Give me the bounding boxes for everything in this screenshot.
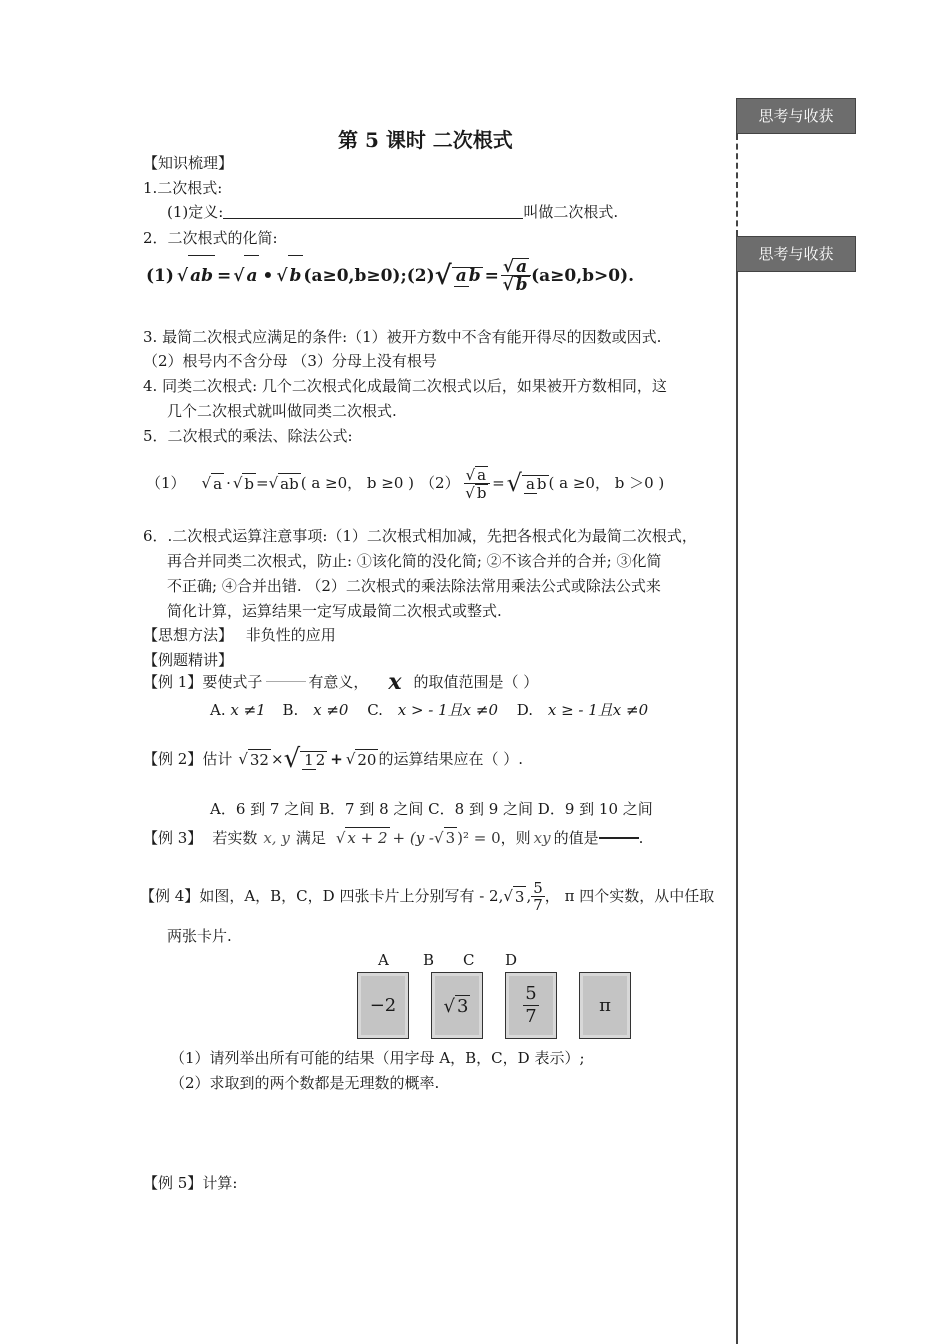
simplify-condition-1: (a≥0,b≥0);(2) bbox=[303, 265, 435, 286]
definition-suffix: 叫做二次根式. bbox=[523, 203, 619, 221]
example-2-suffix: 的运算结果应在（ ）. bbox=[378, 750, 524, 768]
example-3-then: ，则 bbox=[500, 828, 531, 847]
sqrt-20: 20 bbox=[357, 750, 377, 769]
example-5-label: 【例 5】 bbox=[143, 1174, 203, 1192]
definition-label: (1)定义: bbox=[167, 203, 224, 221]
method-header: 【思想方法】 bbox=[143, 626, 234, 644]
sqrt-symbol: √ bbox=[434, 260, 452, 291]
variables-xy: x, y bbox=[263, 828, 290, 847]
knowledge-item-4-line-2: 几个二次根式就叫做同类二次根式. bbox=[167, 402, 397, 420]
example-1-options: A. x ≠1 B. x ≠0 C. x > - 1且x ≠0 D. x ≥ - 1且x ≠0 bbox=[210, 701, 649, 719]
sqrt-symbol: √ bbox=[276, 265, 288, 286]
knowledge-header: 【知识梳理】 bbox=[143, 154, 234, 172]
card-d-value: π bbox=[599, 995, 611, 1016]
knowledge-item-6-line-1: 6．.二次根式运算注意事项:（1）二次根式相加减，先把各根式化为最简二次根式， bbox=[143, 527, 697, 545]
example-4-line: 【例 4】 如图，A，B，C，D 四张卡片上分别写有 - 2, √ 3 , $\frac{5}{7}$ ， π 四个实数，从中任取 bbox=[140, 878, 715, 914]
sidebar-divider-1 bbox=[736, 134, 738, 236]
example-5-text: 计算: bbox=[202, 1174, 238, 1192]
example-1-suffix: 的取值范围是（ ） bbox=[413, 673, 539, 691]
div-sqrt-fraction: a b bbox=[522, 475, 549, 492]
definition-blank bbox=[223, 218, 523, 219]
sqrt-3-value: 3 bbox=[514, 887, 525, 906]
root-fraction: $\frac{√ a}{√ b}$ bbox=[501, 258, 531, 293]
sqrt-x-plus-2: x + 2 bbox=[347, 829, 388, 847]
example-2-label: 【例 2】 bbox=[143, 750, 203, 768]
plus-operator: + bbox=[330, 750, 343, 768]
example-1-label: 【例 1】 bbox=[143, 673, 203, 691]
expr-squared-zero: )² = 0 bbox=[457, 828, 501, 847]
sqrt-ab: ab bbox=[188, 255, 215, 296]
sidebar-note-box-1: 思考与收获 bbox=[736, 98, 856, 134]
faded-expression bbox=[262, 675, 308, 689]
sqrt-symbol: √ bbox=[233, 265, 245, 286]
div-root-fraction: $\frac{√ a}{√ b}$ bbox=[464, 466, 491, 501]
example-4-question-2: （2）求取到的两个数都是无理数的概率. bbox=[170, 1074, 440, 1092]
option-a: x ≠1 bbox=[230, 701, 266, 719]
sqrt-fraction: a b bbox=[452, 267, 483, 284]
examples-header: 【例题精讲】 bbox=[143, 651, 234, 669]
mul-label: （1） bbox=[146, 474, 186, 492]
product-xy: xy bbox=[533, 828, 551, 847]
sqrt-a: a bbox=[244, 255, 259, 296]
example-2-options: A．6 到 7 之间 B．7 到 8 之间 C．8 到 9 之间 D．9 到 10 之间 bbox=[210, 800, 653, 818]
example-1-prefix: 要使式子 bbox=[202, 673, 263, 691]
example-4-question-1: （1）请列举出所有可能的结果（用字母 A，B，C，D 表示）; bbox=[170, 1049, 585, 1067]
knowledge-item-2: 2．二次根式的化简: bbox=[143, 229, 278, 247]
mul-sqrt-b: b bbox=[244, 474, 255, 493]
option-c: x > - 1且x ≠0 bbox=[397, 701, 499, 719]
definition-line bbox=[167, 202, 618, 222]
example-3-line: 【例 3】 若实数 x, y 满足 √ x + 2 + (y - √ 3 )² = 0 ，则 xy 的值是 . bbox=[143, 828, 644, 847]
example-1-middle: 有意义， bbox=[308, 673, 369, 691]
mul-dot: · bbox=[226, 474, 231, 492]
sidebar-divider-2 bbox=[736, 272, 738, 1344]
example-4-suffix: ， π 四个实数，从中任取 bbox=[544, 887, 715, 905]
example-2-prefix: 估计 bbox=[202, 750, 233, 768]
card-b-value: 3 bbox=[457, 995, 469, 1017]
expr-y-minus: + (y - bbox=[392, 828, 434, 847]
example-1-line bbox=[143, 669, 539, 695]
example-4-line-2: 两张卡片. bbox=[167, 927, 232, 945]
sqrt-32: 32 bbox=[249, 750, 269, 769]
div-condition: ( a ≥0， b ＞0 ) bbox=[548, 474, 665, 492]
method-line bbox=[143, 625, 336, 645]
card-a-value: −2 bbox=[369, 995, 397, 1016]
example-4-label: 【例 4】 bbox=[140, 887, 200, 905]
example-2-line: 【例 2】 估计 √ 32 × √ 1 2 + √ 20 的运算结果应在（ ）. bbox=[143, 744, 524, 774]
option-b: x ≠0 bbox=[313, 701, 349, 719]
card-b: √ 3 bbox=[431, 972, 483, 1039]
card-letter-a: A bbox=[378, 951, 389, 969]
mul-condition: ( a ≥0， b ≥0 ) bbox=[300, 474, 415, 492]
fraction-5-7: $\frac{5}{7}$ bbox=[533, 878, 543, 914]
example-4-prefix: 如图，A，B，C，D 四张卡片上分别写有 - 2, bbox=[199, 887, 504, 905]
knowledge-item-5: 5．二次根式的乘法、除法公式: bbox=[143, 427, 353, 445]
mul-sqrt-a: a bbox=[213, 474, 223, 493]
mul-sqrt-ab: ab bbox=[280, 474, 299, 493]
card-c bbox=[505, 972, 557, 1039]
example-3-middle: 满足 bbox=[295, 828, 326, 847]
times-operator: × bbox=[270, 750, 284, 768]
card-letter-c: C bbox=[463, 951, 475, 969]
card-letter-b: B bbox=[423, 951, 435, 969]
knowledge-item-6-line-2: 再合并同类二次根式，防止: ①该化简的没化简; ②不该合并的合并; ③化简 bbox=[167, 552, 662, 570]
sqrt-one-half: 1 2 bbox=[300, 751, 327, 768]
simplify-formula: (1) √ ab = √ a • √ b (a≥0,b≥0);(2) √ a b = $\frac{√ a}{√ b}$ (a≥0,b>0). bbox=[146, 257, 635, 295]
variable-x: x bbox=[388, 669, 402, 695]
example-3-suffix: 的值是 bbox=[553, 828, 599, 847]
knowledge-item-3-line-1: 3. 最简二次根式应满足的条件:（1）被开方数中不含有能开得尽的因数或因式. bbox=[143, 328, 662, 346]
sidebar-note-box-2: 思考与收获 bbox=[736, 236, 856, 272]
knowledge-item-1: 1.二次根式: bbox=[143, 179, 223, 197]
card-a bbox=[357, 972, 409, 1039]
answer-blank bbox=[599, 837, 639, 839]
card-c-fraction: $\frac{5}{7}$ bbox=[525, 983, 537, 1027]
dot-operator: • bbox=[262, 265, 274, 286]
page-title: 第 5 课时 二次根式 bbox=[338, 128, 513, 152]
div-label: （2） bbox=[420, 474, 460, 492]
sqrt-3: 3 bbox=[445, 829, 456, 847]
mul-div-formulas: （1） √ a · √ b = √ ab ( a ≥0， b ≥0 ) （2） $\frac{√ a}{√ b}$ = √ a b ( a ≥0， b ＞0 ) bbox=[146, 465, 665, 502]
simplify-condition-2: (a≥0,b>0). bbox=[531, 265, 635, 286]
method-text: 非负性的应用 bbox=[245, 626, 336, 644]
knowledge-item-6-line-3: 不正确; ④合并出错. （2）二次根式的乘法除法常用乘法公式或除法公式来 bbox=[167, 577, 661, 595]
sqrt-symbol: √ bbox=[176, 265, 189, 286]
example-3-prefix: 若实数 bbox=[212, 828, 258, 847]
example-5-line bbox=[143, 1173, 237, 1193]
card-letter-d: D bbox=[505, 951, 518, 969]
card-d bbox=[579, 972, 631, 1039]
sqrt-b: b bbox=[288, 255, 304, 296]
knowledge-item-4-line-1: 4. 同类二次根式: 几个二次根式化成最简二次根式以后，如果被开方数相同，这 bbox=[143, 377, 667, 395]
example-3-label: 【例 3】 bbox=[143, 828, 203, 847]
simplify-label: (1) bbox=[146, 265, 174, 286]
mul-equals: = bbox=[256, 474, 269, 492]
knowledge-item-3-line-2: （2）根号内不含分母 （3）分母上没有根号 bbox=[143, 352, 437, 370]
knowledge-item-6-line-4: 简化计算，运算结果一定写成最简二次根式或整式. bbox=[167, 602, 502, 620]
option-d: x ≥ - 1且x ≠0 bbox=[547, 701, 649, 719]
